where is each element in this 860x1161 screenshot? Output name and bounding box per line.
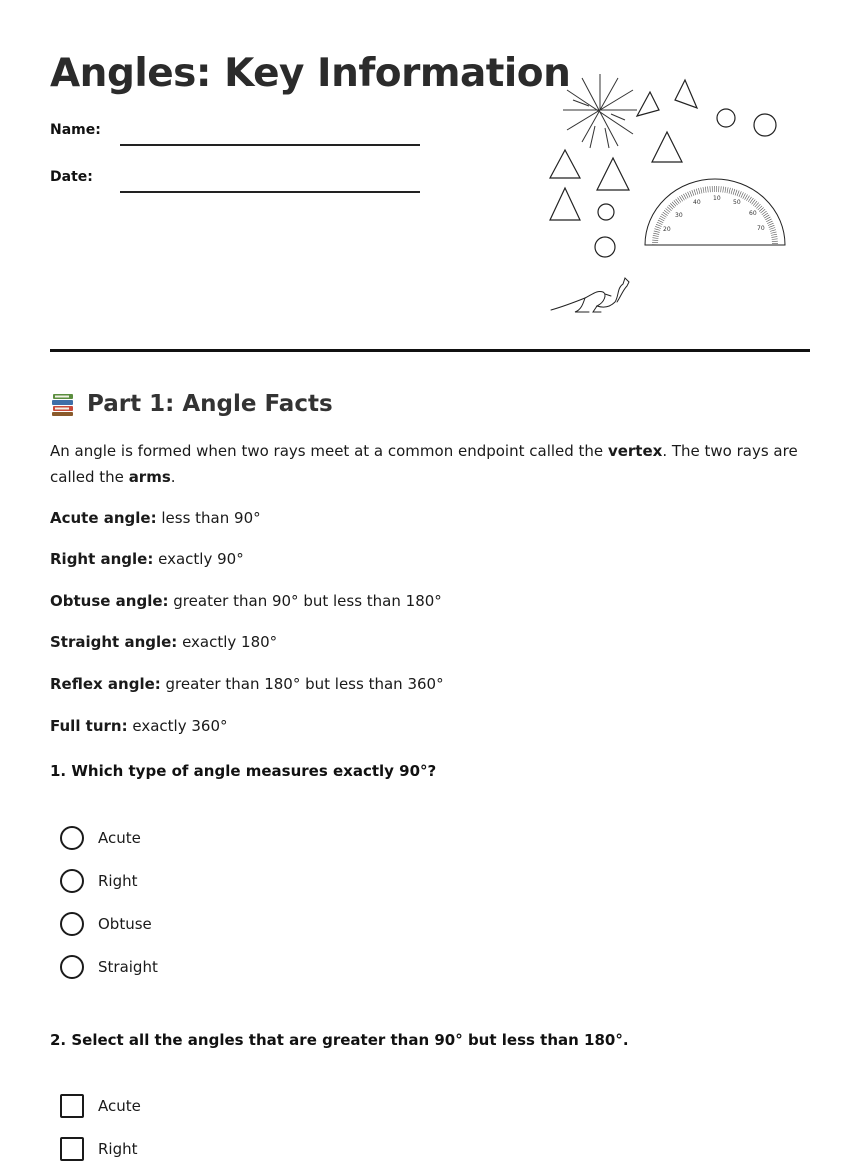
name-line[interactable] (120, 144, 420, 146)
books-icon (50, 391, 76, 417)
radio-button[interactable] (60, 955, 84, 979)
fact-acute: Acute angle: less than 90° (50, 509, 261, 527)
name-label: Name: (50, 122, 101, 138)
option-label: Straight (98, 958, 158, 976)
option-label: Right (98, 1140, 138, 1158)
fact-obtuse: Obtuse angle: greater than 90° but less than 180° (50, 592, 442, 610)
q1-option-straight[interactable] (60, 955, 158, 979)
svg-text:20: 20 (663, 226, 671, 233)
section-title-text: Part 1: Angle Facts (87, 391, 333, 417)
svg-text:10: 10 (713, 195, 721, 202)
svg-text:30: 30 (675, 212, 683, 219)
triangle-icons (550, 80, 697, 220)
svg-text:40: 40 (693, 199, 701, 206)
radio-button[interactable] (60, 912, 84, 936)
svg-text:50: 50 (733, 199, 741, 206)
term-vertex: vertex (607, 442, 663, 460)
kangaroo-icon (551, 278, 629, 312)
fact-reflex: Reflex angle: greater than 180° but less than 360° (50, 675, 444, 693)
angles-illustration (545, 70, 795, 325)
checkbox[interactable] (60, 1094, 84, 1118)
section-title-part-1 (50, 389, 333, 419)
option-label: Acute (98, 829, 141, 847)
fact-right: Right angle: exactly 90° (50, 550, 244, 568)
header-divider (50, 349, 810, 352)
radio-button[interactable] (60, 869, 84, 893)
fact-full-turn: Full turn: exactly 360° (50, 717, 228, 735)
radio-button[interactable] (60, 826, 84, 850)
option-label: Right (98, 872, 138, 890)
protractor-icon (645, 179, 785, 245)
q1-option-obtuse[interactable] (60, 912, 152, 936)
starburst-icon (563, 74, 637, 148)
option-label: Acute (98, 1097, 141, 1115)
term-arms: arms (128, 468, 171, 486)
fact-straight: Straight angle: exactly 180° (50, 633, 278, 651)
option-label: Obtuse (98, 915, 152, 933)
page-title: Angles: Key Information (50, 51, 571, 96)
q2-option-right[interactable] (60, 1137, 138, 1161)
question-2-text: 2. Select all the angles that are greater than 90° but less than 180°. (50, 1031, 629, 1049)
checkbox[interactable] (60, 1137, 84, 1161)
q1-option-acute[interactable] (60, 826, 141, 850)
circle-icons (595, 109, 776, 257)
q1-option-right[interactable] (60, 869, 138, 893)
svg-text:70: 70 (757, 225, 765, 232)
date-line[interactable] (120, 191, 420, 193)
date-label: Date: (50, 169, 93, 185)
svg-text:60: 60 (749, 210, 757, 217)
intro-paragraph: An angle is formed when two rays meet at a common endpoint called the vertex. The two rays are called the arms. (50, 442, 798, 486)
question-1-text: 1. Which type of angle measures exactly 90°? (50, 762, 437, 780)
q2-option-acute[interactable] (60, 1094, 141, 1118)
